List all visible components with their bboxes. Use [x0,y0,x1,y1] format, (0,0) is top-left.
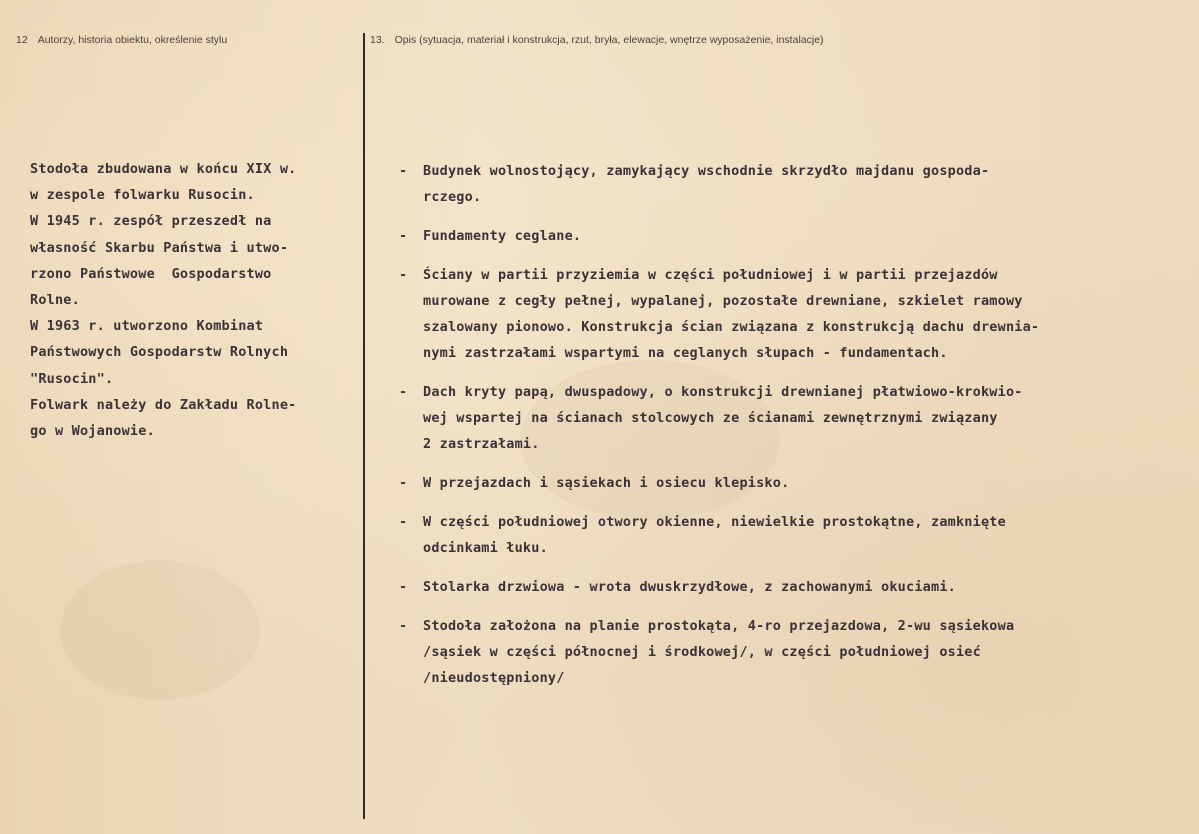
bullet-dash: - [399,579,408,595]
description-line: rczego. [423,189,482,205]
bullet-dash: - [399,475,408,491]
bullet-dash: - [399,163,408,179]
description-line: Ściany w partii przyziemia w części południowej i w partii przejazdów [423,267,998,283]
description-item [399,379,1179,457]
bullet-dash: - [399,384,408,400]
section-12-number: 12 [16,34,28,46]
description-line: odcinkami łuku. [423,540,548,556]
description-item [399,262,1179,366]
description-line: /sąsiek w części północnej i środkowej/, w części południowej osieć [423,644,981,660]
description-line: Fundamenty ceglane. [423,228,582,244]
history-line: Rolne. [30,292,80,309]
bullet-dash: - [399,228,408,244]
history-line: W 1945 r. zespół przeszedł na [30,213,272,230]
description-item [399,509,1179,561]
history-line: własność Skarbu Państwa i utwo- [30,239,289,256]
description-line: wej wspartej na ścianach stolcowych ze ścianami zewnętrznymi związany [423,410,998,426]
section-12-title: Autorzy, historia obiektu, określenie stylu [37,34,228,46]
history-line: w zespole folwarku Rusocin. [30,187,255,204]
description-line: W części południowej otwory okienne, niewielkie prostokątne, zamknięte [423,514,1006,530]
description-line: nymi zastrzałami wspartymi na ceglanych słupach - fundamentach. [423,345,948,361]
description-column [399,158,1179,704]
description-line: /nieudostępniony/ [423,670,565,686]
paper-stain [60,560,260,700]
description-line: Budynek wolnostojący, zamykający wschodnie skrzydło majdanu gospoda- [423,163,990,179]
description-line: W przejazdach i sąsiekach i osiecu klepisko. [423,475,790,491]
section-13-title: Opis (sytuacja, materiał i konstrukcja, rzut, bryła, elewacje, wnętrze wyposażenie, instalacje) [394,34,824,46]
history-line: Państwowych Gospodarstw Rolnych [30,344,289,361]
description-item [399,470,1179,496]
bullet-dash: - [399,514,408,530]
description-line: 2 zastrzałami. [423,436,540,452]
description-item [399,223,1179,249]
section-13-number: 13. [370,34,385,46]
bullet-dash: - [399,618,408,634]
history-line: "Rusocin". [30,370,114,387]
description-line: Stodoła założona na planie prostokąta, 4-ro przejazdowa, 2-wu sąsiekowa [423,618,1015,634]
description-item [399,574,1179,600]
history-line: Stodoła zbudowana w końcu XIX w. [30,161,297,177]
description-line: murowane z cegły pełnej, wypalanej, pozostałe drewniane, szkielet ramowy [423,293,1023,309]
description-line: Stolarka drzwiowa - wrota dwuskrzydłowe, z zachowanymi okuciami. [423,579,956,595]
history-column [30,156,365,444]
history-line: rzono Państwowe Gospodarstwo [30,265,272,282]
description-item [399,158,1179,210]
description-line: szalowany pionowo. Konstrukcja ścian związana z konstrukcją dachu drewnia- [423,319,1040,335]
bullet-dash: - [399,267,408,283]
section-12-header [16,34,227,46]
history-line: Folwark należy do Zakładu Rolne- [30,396,297,413]
section-13-header [370,34,824,46]
history-line: go w Wojanowie. [30,423,155,440]
history-line: W 1963 r. utworzono Kombinat [30,318,264,335]
description-item [399,613,1179,691]
description-line: Dach kryty papą, dwuspadowy, o konstrukcji drewnianej płatwiowo-krokwio- [423,384,1023,400]
